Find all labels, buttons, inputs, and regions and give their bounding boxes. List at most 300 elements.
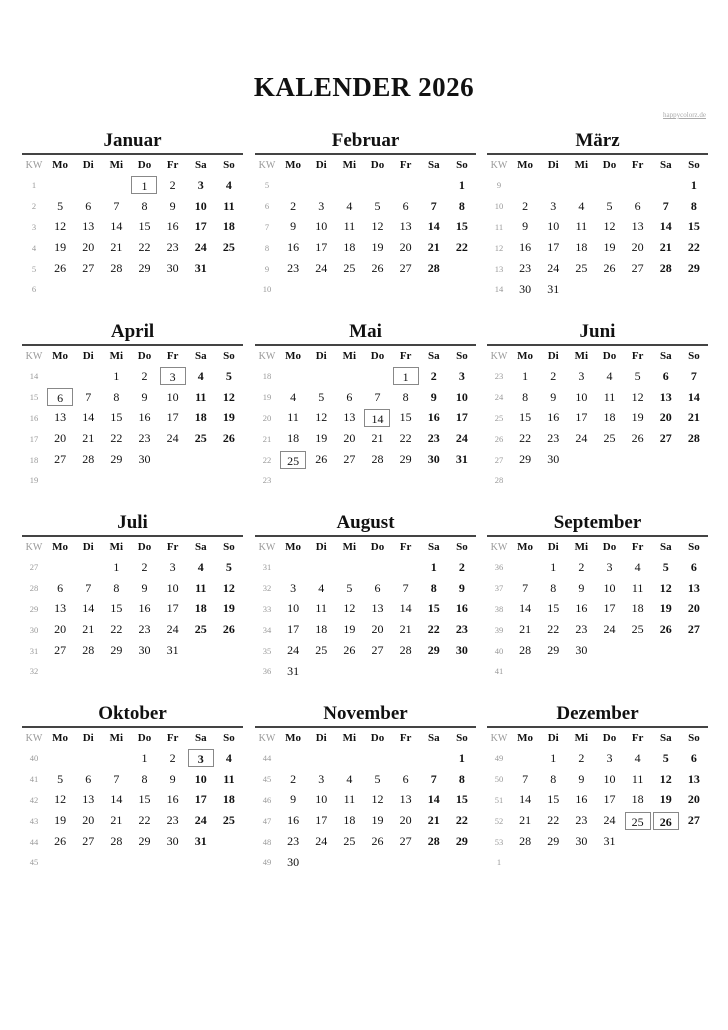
week-row	[22, 790, 243, 811]
day-cell	[420, 196, 448, 217]
day-cell	[159, 769, 187, 790]
weekday-label: Sa	[194, 159, 207, 171]
week-number-text: 20	[262, 412, 272, 423]
weekday-label: So	[223, 541, 235, 553]
day-number: 9	[458, 580, 465, 595]
day-cell	[363, 599, 391, 620]
day-number: 2	[141, 368, 148, 383]
week-number-text: 31	[29, 645, 39, 656]
day-cell	[539, 748, 567, 769]
day-number: 10	[194, 771, 207, 786]
day-cell	[567, 640, 595, 661]
week-row	[22, 449, 243, 470]
week-number-text: 19	[262, 392, 272, 403]
day-number: 6	[85, 771, 92, 786]
weekday-label: Mo	[517, 159, 534, 171]
day-cell	[420, 470, 448, 491]
day-cell	[539, 217, 567, 238]
day-number: 12	[603, 219, 616, 234]
day-cell	[307, 557, 335, 578]
day-number: 15	[547, 792, 560, 807]
day-cell	[680, 852, 708, 873]
kw-header: KW	[25, 732, 43, 744]
day-cell	[74, 748, 102, 769]
day-cell	[539, 175, 567, 196]
week-row	[255, 661, 476, 682]
day-number: 21	[110, 240, 123, 255]
day-cell	[187, 258, 215, 279]
day-cell	[74, 578, 102, 599]
day-number: 19	[343, 622, 356, 637]
day-number: 10	[166, 389, 179, 404]
day-cell	[652, 366, 680, 387]
weekday-label: Di	[82, 159, 94, 171]
day-cell	[420, 831, 448, 852]
day-cell	[102, 578, 130, 599]
month-10	[22, 702, 243, 873]
day-cell	[652, 175, 680, 196]
watermark-link[interactable]: happycolorz.de	[663, 111, 706, 119]
week-row	[487, 449, 708, 470]
day-cell	[392, 748, 420, 769]
week-row	[487, 470, 708, 491]
day-cell	[680, 196, 708, 217]
week-number	[255, 831, 279, 852]
day-number: 22	[399, 431, 412, 446]
week-number-text: 31	[262, 562, 272, 573]
week-number-text: 41	[29, 774, 39, 785]
day-number: 12	[315, 410, 328, 425]
day-number: 6	[47, 388, 73, 406]
week-number-text: 49	[494, 753, 504, 764]
day-number: 19	[631, 410, 644, 425]
day-number: 2	[290, 771, 297, 786]
day-cell	[511, 578, 539, 599]
day-number: 4	[606, 368, 613, 383]
day-cell	[130, 408, 158, 429]
day-number: 13	[687, 580, 700, 595]
week-number-text: 19	[29, 475, 39, 486]
day-number: 20	[631, 240, 644, 255]
week-row	[22, 408, 243, 429]
week-number-text: 35	[262, 645, 272, 656]
day-cell	[102, 449, 130, 470]
weekday-label: Di	[315, 350, 327, 362]
day-number: 26	[54, 834, 67, 849]
day-number: 15	[687, 219, 700, 234]
day-cell	[624, 217, 652, 238]
day-number: 13	[82, 792, 95, 807]
day-cell	[46, 258, 74, 279]
day-number: 22	[547, 622, 560, 637]
week-row	[487, 852, 708, 873]
day-cell	[595, 790, 623, 811]
day-cell	[335, 748, 363, 769]
week-row	[255, 790, 476, 811]
week-number-text: 40	[29, 753, 39, 764]
day-number: 17	[547, 240, 560, 255]
day-cell	[187, 557, 215, 578]
week-number-text: 23	[262, 475, 272, 486]
day-cell	[448, 408, 476, 429]
day-cell	[539, 619, 567, 640]
day-number: 23	[547, 431, 560, 446]
day-cell	[130, 428, 158, 449]
day-cell	[279, 470, 307, 491]
day-cell	[652, 428, 680, 449]
day-cell	[420, 428, 448, 449]
day-cell	[595, 661, 623, 682]
day-cell	[624, 279, 652, 300]
day-cell	[511, 748, 539, 769]
day-number: 1	[522, 368, 529, 383]
weekday-label: Fr	[399, 159, 412, 171]
day-cell	[511, 408, 539, 429]
day-cell	[595, 640, 623, 661]
day-number: 5	[662, 750, 669, 765]
day-cell	[279, 258, 307, 279]
week-number-text: 42	[29, 794, 39, 805]
day-cell	[215, 470, 243, 491]
week-number-text: 26	[494, 433, 504, 444]
day-number: 5	[634, 368, 641, 383]
weekday-label: So	[456, 541, 468, 553]
weekday-label: Di	[82, 350, 94, 362]
day-cell	[392, 661, 420, 682]
weekday-label: Di	[315, 732, 327, 744]
day-cell	[187, 810, 215, 831]
day-number: 6	[346, 389, 353, 404]
day-number: 4	[318, 580, 325, 595]
day-number: 12	[222, 580, 235, 595]
day-number: 26	[371, 834, 384, 849]
weekday-label: Sa	[194, 541, 207, 553]
week-row	[22, 557, 243, 578]
day-number: 24	[166, 622, 179, 637]
day-cell	[539, 428, 567, 449]
day-cell	[420, 599, 448, 620]
month-name: März	[487, 129, 708, 155]
day-number: 22	[455, 813, 468, 828]
week-number	[22, 366, 46, 387]
day-number: 7	[113, 771, 120, 786]
day-number: 24	[603, 813, 616, 828]
day-cell	[448, 258, 476, 279]
day-cell	[46, 279, 74, 300]
week-number-text: 36	[494, 562, 504, 573]
day-cell	[187, 449, 215, 470]
day-cell	[652, 237, 680, 258]
weekday-label: Fr	[166, 350, 179, 362]
day-number: 21	[519, 622, 532, 637]
day-cell	[448, 640, 476, 661]
week-number	[255, 599, 279, 620]
day-number: 11	[603, 389, 616, 404]
day-cell	[595, 258, 623, 279]
day-number: 13	[687, 771, 700, 786]
day-cell	[74, 408, 102, 429]
day-cell	[511, 619, 539, 640]
day-cell	[511, 175, 539, 196]
day-number: 2	[522, 198, 529, 213]
day-number: 5	[374, 771, 381, 786]
day-number: 10	[315, 219, 328, 234]
day-cell	[102, 408, 130, 429]
day-cell	[130, 387, 158, 408]
day-cell	[74, 237, 102, 258]
week-number	[22, 831, 46, 852]
day-number: 19	[222, 601, 235, 616]
day-cell	[539, 258, 567, 279]
day-number: 17	[194, 219, 207, 234]
day-cell	[363, 387, 391, 408]
day-cell	[187, 661, 215, 682]
week-row	[487, 237, 708, 258]
day-cell	[159, 790, 187, 811]
week-number	[487, 279, 511, 300]
day-number: 2	[290, 198, 297, 213]
day-cell	[624, 769, 652, 790]
day-cell	[74, 790, 102, 811]
week-number-text: 13	[494, 263, 504, 274]
day-cell	[539, 557, 567, 578]
month-table	[22, 537, 243, 682]
day-cell	[420, 769, 448, 790]
week-number-text: 41	[494, 666, 504, 677]
week-number-text: 37	[494, 583, 504, 594]
day-cell	[420, 619, 448, 640]
day-number: 24	[603, 622, 616, 637]
day-cell	[392, 175, 420, 196]
day-cell	[448, 428, 476, 449]
weekday-label: Fr	[631, 541, 644, 553]
day-cell	[595, 279, 623, 300]
day-number: 11	[343, 792, 356, 807]
day-cell	[102, 237, 130, 258]
week-number	[255, 428, 279, 449]
day-cell	[187, 387, 215, 408]
week-number-text: 5	[31, 263, 37, 274]
week-row	[22, 175, 243, 196]
day-number: 9	[578, 771, 585, 786]
day-cell	[279, 175, 307, 196]
day-cell	[624, 619, 652, 640]
day-cell	[652, 557, 680, 578]
weekday-label: Sa	[659, 350, 672, 362]
week-row	[255, 831, 476, 852]
week-row	[255, 619, 476, 640]
weekday-label: Mo	[517, 541, 534, 553]
day-number: 14	[519, 601, 532, 616]
day-cell	[130, 366, 158, 387]
day-cell	[187, 578, 215, 599]
day-cell	[215, 258, 243, 279]
week-row	[22, 279, 243, 300]
day-number: 25	[194, 431, 207, 446]
week-number	[487, 769, 511, 790]
day-cell	[511, 196, 539, 217]
week-number-text: 28	[29, 583, 39, 594]
day-number: 29	[427, 643, 440, 658]
week-number-text: 22	[262, 454, 272, 465]
day-number: 28	[687, 431, 700, 446]
day-number: 29	[547, 643, 560, 658]
day-cell	[567, 175, 595, 196]
day-cell	[215, 237, 243, 258]
day-cell	[74, 175, 102, 196]
week-number	[255, 640, 279, 661]
day-cell	[335, 810, 363, 831]
week-row	[22, 769, 243, 790]
day-cell	[652, 196, 680, 217]
week-number	[255, 217, 279, 238]
day-cell	[567, 810, 595, 831]
day-cell	[448, 769, 476, 790]
day-number: 30	[575, 643, 588, 658]
day-cell	[130, 578, 158, 599]
day-number: 31	[603, 834, 616, 849]
week-number-text: 38	[494, 603, 504, 614]
day-cell	[159, 217, 187, 238]
day-number: 19	[603, 240, 616, 255]
day-cell	[392, 217, 420, 238]
week-row	[22, 217, 243, 238]
day-number: 15	[519, 410, 532, 425]
weekday-label: So	[688, 732, 700, 744]
day-cell	[130, 258, 158, 279]
day-cell	[102, 831, 130, 852]
day-number: 19	[315, 431, 328, 446]
day-cell	[539, 790, 567, 811]
week-number-text: 18	[262, 371, 272, 382]
day-number: 15	[110, 601, 123, 616]
day-cell	[392, 769, 420, 790]
day-number: 18	[575, 240, 588, 255]
day-cell	[680, 366, 708, 387]
day-cell	[307, 852, 335, 873]
week-number	[487, 428, 511, 449]
day-number: 9	[141, 580, 148, 595]
day-number: 3	[197, 177, 204, 192]
holiday-day-cell	[624, 810, 652, 831]
day-number: 16	[166, 219, 179, 234]
day-number: 21	[427, 813, 440, 828]
day-number: 20	[343, 431, 356, 446]
day-cell	[539, 810, 567, 831]
day-cell	[187, 196, 215, 217]
day-cell	[624, 258, 652, 279]
week-number	[22, 408, 46, 429]
day-cell	[448, 196, 476, 217]
day-cell	[420, 366, 448, 387]
day-cell	[130, 217, 158, 238]
day-cell	[279, 790, 307, 811]
day-cell	[187, 366, 215, 387]
day-cell	[159, 748, 187, 769]
week-number-text: 10	[262, 284, 272, 295]
day-cell	[46, 557, 74, 578]
weekday-label: Mi	[342, 159, 357, 171]
day-cell	[102, 387, 130, 408]
day-cell	[102, 599, 130, 620]
weekday-label: Do	[370, 350, 385, 362]
week-row	[255, 640, 476, 661]
day-cell	[680, 428, 708, 449]
weekday-label: Di	[547, 541, 559, 553]
week-number-text: 9	[264, 263, 270, 274]
day-cell	[448, 790, 476, 811]
day-cell	[335, 769, 363, 790]
day-number: 15	[427, 601, 440, 616]
holiday-day-cell	[46, 387, 74, 408]
day-number: 7	[85, 580, 92, 595]
day-cell	[215, 831, 243, 852]
week-number	[22, 449, 46, 470]
day-cell	[46, 661, 74, 682]
day-cell	[567, 449, 595, 470]
day-cell	[279, 661, 307, 682]
kw-header: KW	[25, 350, 43, 362]
day-cell	[279, 366, 307, 387]
day-cell	[392, 428, 420, 449]
day-number: 31	[166, 643, 179, 658]
day-cell	[680, 661, 708, 682]
week-number	[255, 387, 279, 408]
day-cell	[363, 196, 391, 217]
day-cell	[307, 769, 335, 790]
day-cell	[46, 810, 74, 831]
day-cell	[130, 599, 158, 620]
day-cell	[130, 769, 158, 790]
day-cell	[392, 387, 420, 408]
day-cell	[511, 661, 539, 682]
day-cell	[335, 449, 363, 470]
week-number	[255, 852, 279, 873]
month-11	[255, 702, 476, 873]
day-number: 23	[166, 813, 179, 828]
day-cell	[215, 748, 243, 769]
week-number-text: 18	[29, 454, 39, 465]
weekday-label: Mi	[574, 541, 589, 553]
month-name: September	[487, 511, 708, 537]
day-cell	[187, 790, 215, 811]
day-number: 1	[458, 177, 465, 192]
week-number-text: 10	[494, 201, 504, 212]
day-cell	[392, 810, 420, 831]
week-number-text: 14	[29, 371, 39, 382]
weekday-label: Fr	[631, 159, 644, 171]
day-number: 30	[138, 452, 151, 467]
week-number	[22, 258, 46, 279]
day-cell	[511, 769, 539, 790]
day-number: 1	[430, 559, 437, 574]
month-name: Dezember	[487, 702, 708, 728]
day-cell	[74, 852, 102, 873]
day-cell	[215, 640, 243, 661]
day-cell	[392, 196, 420, 217]
day-cell	[102, 175, 130, 196]
day-cell	[392, 831, 420, 852]
day-number: 25	[280, 451, 306, 469]
weekday-label: Di	[547, 350, 559, 362]
day-cell	[307, 175, 335, 196]
week-row	[487, 810, 708, 831]
day-number: 24	[194, 240, 207, 255]
day-cell	[335, 428, 363, 449]
day-cell	[539, 279, 567, 300]
weekday-label: Do	[602, 350, 617, 362]
week-number	[487, 831, 511, 852]
